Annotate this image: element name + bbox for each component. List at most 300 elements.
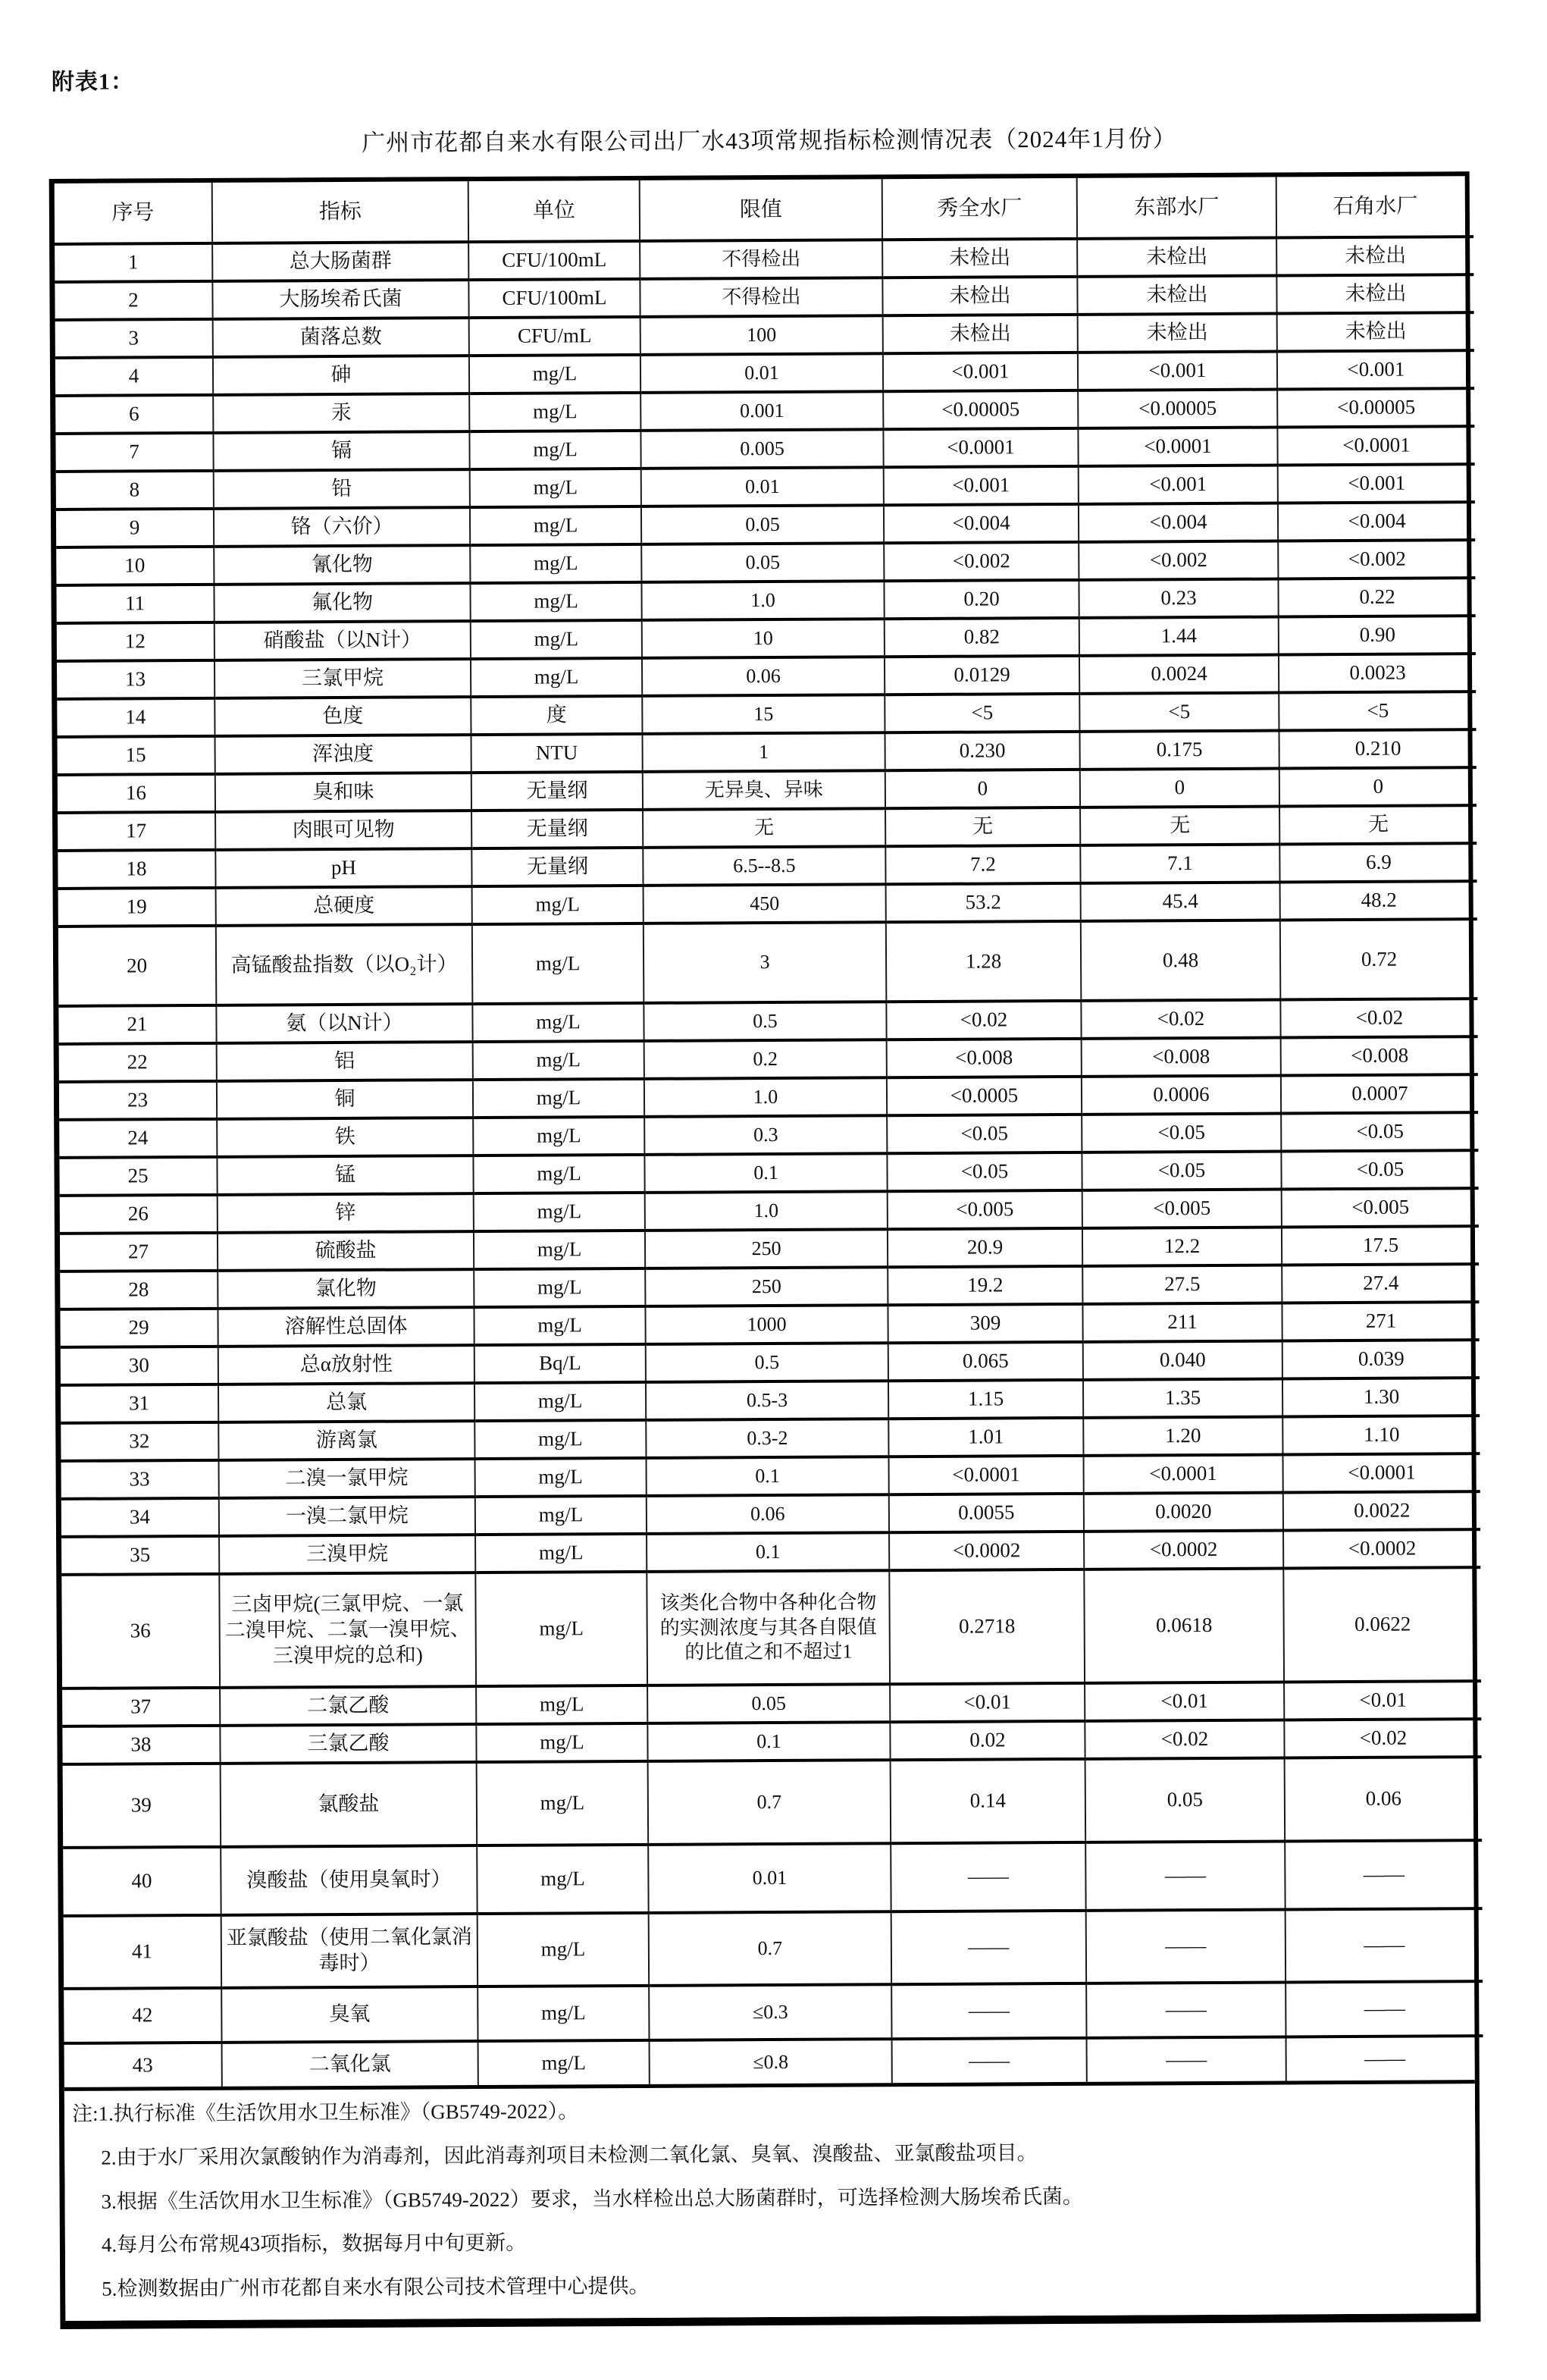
unit-value: mg/L xyxy=(478,1913,649,1986)
indicator-name: 高锰酸盐指数（以O₂计） xyxy=(216,924,473,1005)
indicator-name: pH xyxy=(215,848,471,888)
dongbu-result: <0.0002 xyxy=(1084,1530,1283,1569)
row-number: 27 xyxy=(60,1233,218,1272)
row-number: 6 xyxy=(55,395,213,434)
limit-value: 1.0 xyxy=(644,1077,887,1117)
indicator-name: 二氯乙酸 xyxy=(220,1686,476,1726)
table-row xyxy=(64,1908,1483,1989)
xiuquan-result: 未检出 xyxy=(882,277,1077,315)
dongbu-result: <0.008 xyxy=(1082,1037,1281,1076)
xiuquan-result: <0.001 xyxy=(883,353,1078,391)
dongbu-result: <0.02 xyxy=(1085,1720,1284,1758)
row-number: 12 xyxy=(57,622,215,661)
dongbu-result: —— xyxy=(1087,2037,1286,2081)
unit-value: mg/L xyxy=(470,469,641,507)
xiuquan-result: <0.004 xyxy=(884,504,1079,543)
xiuquan-result: <5 xyxy=(885,694,1079,732)
xiuquan-result: —— xyxy=(891,1842,1085,1911)
xiuquan-result: <0.008 xyxy=(887,1039,1082,1077)
xiuquan-result: 53.2 xyxy=(886,883,1081,922)
limit-value: 0.1 xyxy=(647,1532,889,1572)
dongbu-result: 0.48 xyxy=(1081,920,1281,1001)
unit-value: mg/L xyxy=(474,1193,645,1231)
row-number: 26 xyxy=(60,1195,218,1234)
indicator-name: 氨（以N计） xyxy=(216,1004,472,1043)
xiuquan-result: —— xyxy=(891,1983,1086,2039)
dongbu-result: <0.02 xyxy=(1081,999,1280,1038)
indicator-name: 氯酸盐 xyxy=(221,1762,478,1847)
unit-value: mg/L xyxy=(477,1845,648,1914)
unit-value: mg/L xyxy=(474,1382,646,1421)
shijiao-result: <0.02 xyxy=(1280,999,1477,1037)
shijiao-result: 0.72 xyxy=(1280,919,1478,999)
limit-value: 不得检出 xyxy=(640,240,882,279)
limit-value: 250 xyxy=(645,1229,888,1268)
limit-value: 无 xyxy=(643,808,885,848)
row-number: 24 xyxy=(59,1119,217,1158)
xiuquan-result: 0.2718 xyxy=(889,1569,1085,1684)
xiuquan-result: 0.82 xyxy=(885,618,1079,657)
unit-value: mg/L xyxy=(473,1079,644,1118)
unit-value: mg/L xyxy=(478,1986,649,2041)
xiuquan-result: <0.002 xyxy=(884,542,1079,581)
limit-value: 450 xyxy=(644,884,886,923)
col-header-unit: 单位 xyxy=(468,180,640,242)
unit-value: mg/L xyxy=(475,1458,647,1497)
shijiao-result: —— xyxy=(1286,1908,1483,1982)
col-header-seq: 序号 xyxy=(111,200,155,225)
limit-value: 10 xyxy=(642,619,885,658)
row-number: 29 xyxy=(60,1309,218,1347)
shijiao-result: <0.001 xyxy=(1277,350,1474,389)
limit-value: ≤0.3 xyxy=(649,1984,891,2040)
dongbu-result: 0.0020 xyxy=(1084,1492,1283,1531)
row-number: 31 xyxy=(61,1384,218,1423)
indicator-name: 菌落总数 xyxy=(213,318,469,357)
col-header-xiuquan-plant: 秀全水厂 xyxy=(882,178,1077,240)
xiuquan-result: <0.0001 xyxy=(883,428,1078,467)
shijiao-result: <0.02 xyxy=(1284,1719,1481,1758)
unit-value: mg/L xyxy=(475,1572,647,1686)
shijiao-result: <0.0002 xyxy=(1283,1529,1480,1568)
indicator-name: 总氯 xyxy=(218,1383,474,1422)
shijiao-result: 0.210 xyxy=(1279,729,1476,768)
unit-value: CFU/mL xyxy=(469,317,640,356)
unit-value: mg/L xyxy=(471,658,642,697)
xiuquan-result: <0.01 xyxy=(890,1683,1085,1722)
row-number: 9 xyxy=(56,509,214,547)
indicator-name: 浑浊度 xyxy=(215,735,471,774)
unit-value: mg/L xyxy=(474,1420,646,1459)
limit-value: 0.001 xyxy=(640,391,883,431)
limit-value: 该类化合物中各种化合物的实测浓度与其各自限值的比值之和不超过1 xyxy=(647,1570,890,1685)
xiuquan-result: 未检出 xyxy=(882,239,1077,278)
shijiao-result: 27.4 xyxy=(1282,1264,1479,1303)
unit-value: 无量纲 xyxy=(471,772,643,811)
xiuquan-result: 0.02 xyxy=(890,1721,1085,1760)
xiuquan-result: 1.28 xyxy=(886,921,1082,1002)
dongbu-result: <0.001 xyxy=(1079,466,1278,504)
xiuquan-result: 0.20 xyxy=(884,580,1079,619)
indicator-name: 氰化物 xyxy=(214,545,470,585)
indicator-name: 三溴甲烷 xyxy=(219,1535,475,1574)
col-header-limit: 限值 xyxy=(640,179,882,241)
dongbu-result: —— xyxy=(1085,1841,1285,1910)
limit-value: 0.1 xyxy=(647,1722,890,1761)
row-number: 1 xyxy=(55,243,212,282)
indicator-name: 大肠埃希氏菌 xyxy=(212,280,468,319)
indicator-name: 硫酸盐 xyxy=(218,1231,474,1271)
shijiao-result: 0.0007 xyxy=(1281,1074,1478,1113)
shijiao-result: 0.0023 xyxy=(1279,654,1476,692)
shijiao-result: 17.5 xyxy=(1282,1226,1479,1265)
limit-value: 0.01 xyxy=(640,353,883,393)
col-header-indicator: 指标 xyxy=(212,181,468,243)
shijiao-result: 0 xyxy=(1279,767,1477,806)
row-number: 36 xyxy=(61,1574,220,1689)
dongbu-result: 无 xyxy=(1080,807,1279,845)
unit-value: mg/L xyxy=(470,582,641,621)
note-line: 注:1.执行标准《生活饮用水卫生标准》（GB5749-2022）。 xyxy=(71,2099,579,2125)
col-header-shijiao-plant: 石角水厂 xyxy=(1276,176,1473,237)
shijiao-result: <0.0001 xyxy=(1282,1453,1480,1492)
xiuquan-result: 7.2 xyxy=(885,845,1080,884)
xiuquan-result: 0.230 xyxy=(885,732,1079,770)
shijiao-result: 6.9 xyxy=(1279,843,1477,882)
unit-value: CFU/100mL xyxy=(468,241,640,280)
dongbu-result: <0.05 xyxy=(1082,1151,1281,1190)
dongbu-result: 未检出 xyxy=(1078,314,1277,353)
unit-value: mg/L xyxy=(477,1761,649,1845)
indicator-name: 二溴一氯甲烷 xyxy=(219,1459,475,1498)
shijiao-result: <0.00005 xyxy=(1277,388,1474,427)
shijiao-result: —— xyxy=(1285,1840,1482,1909)
xiuquan-result: <0.005 xyxy=(888,1190,1082,1229)
limit-value: 1000 xyxy=(645,1305,888,1344)
indicator-name: 汞 xyxy=(213,394,469,433)
limit-value: 15 xyxy=(642,695,885,734)
row-number: 43 xyxy=(64,2043,222,2087)
xiuquan-result: —— xyxy=(892,2038,1087,2083)
xiuquan-result: 0.065 xyxy=(888,1342,1083,1381)
indicator-name: 铅 xyxy=(214,469,470,509)
dongbu-result: 0 xyxy=(1080,769,1279,807)
dongbu-result: <0.004 xyxy=(1079,503,1278,542)
row-number: 10 xyxy=(56,547,214,585)
limit-value: 1.0 xyxy=(645,1191,888,1231)
xiuquan-result: <0.0001 xyxy=(888,1456,1083,1494)
shijiao-result: <5 xyxy=(1279,691,1476,730)
shijiao-result: <0.05 xyxy=(1281,1150,1478,1189)
dongbu-result: —— xyxy=(1086,1982,1286,2037)
indicator-name: 游离氯 xyxy=(218,1421,474,1460)
limit-value: 0.5-3 xyxy=(646,1381,888,1420)
indicator-name: 臭氧 xyxy=(221,1986,478,2043)
limit-value: 0.01 xyxy=(641,467,884,506)
indicator-name: 锰 xyxy=(217,1156,473,1195)
note-line: 5.检测数据由广州市花都自来水有限公司技术管理中心提供。 xyxy=(102,2274,650,2300)
shijiao-result: 未检出 xyxy=(1276,274,1473,313)
limit-value: 0.7 xyxy=(648,1760,891,1845)
dongbu-result: <0.05 xyxy=(1082,1113,1281,1152)
dongbu-result: 211 xyxy=(1082,1303,1282,1341)
shijiao-result: <0.005 xyxy=(1282,1188,1479,1227)
limit-value: 0.2 xyxy=(644,1039,887,1079)
xiuquan-result: <0.0002 xyxy=(889,1532,1084,1570)
shijiao-result: <0.004 xyxy=(1278,502,1475,541)
xiuquan-result: <0.00005 xyxy=(883,390,1078,429)
footnotes-section xyxy=(64,2080,1477,2320)
row-number: 32 xyxy=(61,1422,218,1461)
row-number: 40 xyxy=(63,1847,221,1916)
row-number: 42 xyxy=(64,1988,221,2043)
limit-value: 0.01 xyxy=(648,1843,891,1913)
shijiao-result: <0.002 xyxy=(1278,540,1475,579)
table-header-row xyxy=(55,176,1473,244)
unit-value: mg/L xyxy=(473,1041,644,1080)
shijiao-result: 0.039 xyxy=(1282,1340,1480,1378)
unit-value: 无量纲 xyxy=(471,848,643,886)
indicator-name: 溶解性总固体 xyxy=(218,1307,474,1347)
unit-value: mg/L xyxy=(470,544,641,583)
indicator-name: 二氧化氯 xyxy=(222,2041,478,2087)
unit-value: mg/L xyxy=(476,1723,647,1762)
shijiao-result: <0.001 xyxy=(1278,464,1475,503)
limit-value: 无异臭、异味 xyxy=(643,770,885,810)
shijiao-result: 0.06 xyxy=(1285,1757,1483,1841)
limit-value: 0.7 xyxy=(649,1911,891,1986)
indicator-name: 氟化物 xyxy=(214,583,470,622)
row-number: 39 xyxy=(63,1764,221,1848)
dongbu-result: 0.175 xyxy=(1079,731,1279,770)
row-number: 7 xyxy=(55,433,213,472)
limit-value: 1.0 xyxy=(641,581,884,620)
row-number: 17 xyxy=(58,812,215,851)
col-header-dongbu-plant: 东部水厂 xyxy=(1077,177,1276,239)
note-line: 2.由于水厂采用次氯酸钠作为消毒剂，因此消毒剂项目未检测二氧化氯、臭氧、溴酸盐、亚氯酸盐项目。 xyxy=(101,2140,1038,2169)
indicator-name: 臭和味 xyxy=(215,773,471,812)
limit-value: 0.06 xyxy=(647,1494,889,1534)
appendix-label: 附表1： xyxy=(51,69,135,95)
shijiao-result: <0.01 xyxy=(1284,1681,1481,1720)
indicator-name: 锌 xyxy=(218,1193,474,1233)
unit-value: mg/L xyxy=(474,1306,645,1345)
note-line: 3.根据《生活饮用水卫生标准》（GB5749-2022）要求，当水样检出总大肠菌群时，可选择检测大肠埃希氏菌。 xyxy=(101,2184,1083,2213)
xiuquan-result: —— xyxy=(891,1911,1086,1984)
shijiao-result: <0.0001 xyxy=(1277,426,1474,465)
limit-value: 0.3 xyxy=(644,1115,887,1155)
unit-value: mg/L xyxy=(470,506,641,545)
dongbu-result: 0.0618 xyxy=(1084,1568,1284,1682)
xiuquan-result: 19.2 xyxy=(888,1266,1082,1305)
xiuquan-result: 0.0055 xyxy=(889,1494,1084,1532)
dongbu-result: —— xyxy=(1086,1909,1286,1983)
table-row xyxy=(58,919,1478,1006)
unit-value: mg/L xyxy=(472,886,644,924)
indicator-name: 镉 xyxy=(213,431,469,471)
row-number: 8 xyxy=(56,471,214,510)
row-number: 14 xyxy=(57,698,215,737)
unit-value: mg/L xyxy=(473,1117,644,1156)
xiuquan-result: <0.02 xyxy=(886,1001,1081,1039)
xiuquan-result: <0.001 xyxy=(884,466,1079,505)
row-number: 21 xyxy=(58,1005,216,1044)
shijiao-result: 未检出 xyxy=(1277,312,1474,351)
unit-value: mg/L xyxy=(473,1155,644,1193)
dongbu-result: 0.0024 xyxy=(1079,655,1279,694)
unit-value: mg/L xyxy=(471,620,642,659)
row-number: 15 xyxy=(58,736,215,775)
table-row xyxy=(63,1840,1482,1916)
unit-value: mg/L xyxy=(474,1268,645,1307)
unit-value: CFU/100mL xyxy=(468,279,640,318)
row-number: 37 xyxy=(62,1688,220,1726)
shijiao-result: 48.2 xyxy=(1280,881,1477,920)
indicator-name: 三氯甲烷 xyxy=(215,659,471,698)
row-number: 38 xyxy=(62,1726,220,1764)
unit-value: NTU xyxy=(471,734,643,773)
limit-value: 0.05 xyxy=(647,1684,890,1723)
row-number: 19 xyxy=(58,888,216,927)
indicator-name: 砷 xyxy=(213,356,469,395)
unit-value: mg/L xyxy=(474,1231,645,1269)
water-quality-table xyxy=(55,176,1483,2087)
limit-value: 1 xyxy=(643,732,885,772)
row-number: 4 xyxy=(55,357,213,396)
row-number: 25 xyxy=(59,1157,217,1196)
indicator-name: 铜 xyxy=(217,1080,473,1119)
shijiao-result: 0.0622 xyxy=(1283,1567,1481,1682)
limit-value: 0.3-2 xyxy=(646,1419,888,1458)
dongbu-result: 12.2 xyxy=(1082,1227,1282,1265)
row-number: 18 xyxy=(58,850,215,889)
dongbu-result: 0.05 xyxy=(1085,1758,1286,1842)
shijiao-result: 未检出 xyxy=(1276,237,1473,275)
unit-value: Bq/L xyxy=(474,1344,646,1383)
xiuquan-result: 0.14 xyxy=(891,1759,1086,1843)
limit-value: 100 xyxy=(640,315,883,355)
indicator-name: 亚氯酸盐（使用二氧化氯消毒时） xyxy=(221,1914,478,1988)
limit-value: 0.1 xyxy=(644,1153,887,1193)
dongbu-result: <0.0001 xyxy=(1083,1454,1282,1493)
shijiao-result: —— xyxy=(1286,2036,1483,2081)
table-row xyxy=(61,1567,1481,1689)
row-number: 33 xyxy=(61,1460,219,1499)
limit-value: 250 xyxy=(645,1267,888,1306)
dongbu-result: <0.01 xyxy=(1085,1682,1284,1720)
dongbu-result: 未检出 xyxy=(1077,276,1276,315)
xiuquan-result: 20.9 xyxy=(888,1228,1082,1267)
unit-value: mg/L xyxy=(469,355,640,394)
dongbu-result: <0.0001 xyxy=(1078,428,1277,466)
limit-value: 0.5 xyxy=(646,1343,888,1382)
indicator-name: 总硬度 xyxy=(216,886,472,926)
unit-value: 无量纲 xyxy=(471,810,643,848)
xiuquan-result: <0.0005 xyxy=(887,1077,1082,1115)
limit-value: 0.06 xyxy=(642,657,885,696)
shijiao-result: <0.008 xyxy=(1281,1036,1478,1075)
xiuquan-result: 0.0129 xyxy=(885,656,1079,695)
shijiao-result: 0.0022 xyxy=(1283,1491,1480,1530)
xiuquan-result: 无 xyxy=(885,807,1080,846)
dongbu-result: 45.4 xyxy=(1081,883,1280,921)
limit-value: 0.5 xyxy=(644,1002,886,1041)
dongbu-result: 1.35 xyxy=(1083,1378,1282,1417)
row-number: 11 xyxy=(56,585,214,623)
dongbu-result: <0.00005 xyxy=(1078,390,1277,428)
xiuquan-result: 1.01 xyxy=(888,1418,1083,1457)
row-number: 2 xyxy=(55,281,212,320)
unit-value: mg/L xyxy=(475,1496,647,1535)
limit-value: 不得检出 xyxy=(640,278,882,317)
xiuquan-result: 未检出 xyxy=(883,315,1078,353)
indicator-name: 氯化物 xyxy=(218,1269,474,1309)
dongbu-result: 0.23 xyxy=(1079,579,1278,618)
row-number: 22 xyxy=(59,1043,217,1082)
indicator-name: 溴酸盐（使用臭氧时） xyxy=(221,1845,477,1915)
dongbu-result: 7.1 xyxy=(1080,845,1279,883)
xiuquan-result: <0.05 xyxy=(887,1115,1082,1153)
row-number: 23 xyxy=(59,1081,217,1120)
dongbu-result: <0.005 xyxy=(1082,1189,1282,1228)
row-number: 34 xyxy=(61,1498,219,1537)
note-line: 4.每月公布常规43项指标，数据每月中旬更新。 xyxy=(101,2231,527,2256)
indicator-name: 铁 xyxy=(217,1118,473,1157)
xiuquan-result: 1.15 xyxy=(888,1380,1083,1419)
dongbu-result: 1.44 xyxy=(1079,617,1279,656)
indicator-name: 三卤甲烷(三氯甲烷、一氯二溴甲烷、二氯一溴甲烷、三溴甲烷的总和) xyxy=(219,1573,476,1688)
xiuquan-result: 0 xyxy=(885,770,1080,808)
shijiao-result: 271 xyxy=(1282,1302,1479,1341)
unit-value: mg/L xyxy=(469,431,640,469)
dongbu-result: <0.001 xyxy=(1078,352,1277,390)
indicator-name: 肉眼可见物 xyxy=(215,811,471,850)
shijiao-result: 0.90 xyxy=(1279,616,1476,654)
limit-value: 0.05 xyxy=(641,543,884,582)
water-quality-table-container xyxy=(49,171,1481,2329)
indicator-name: 总大肠菌群 xyxy=(212,242,468,281)
indicator-name: 总α放射性 xyxy=(218,1345,474,1384)
unit-value: mg/L xyxy=(475,1534,647,1573)
indicator-name: 硝酸盐（以N计） xyxy=(215,621,471,660)
document-title: 广州市花都自来水有限公司出厂水43项常规指标检测情况表（2024年1月份） xyxy=(362,125,1177,156)
row-number: 13 xyxy=(57,660,215,699)
limit-value: 3 xyxy=(644,922,887,1003)
dongbu-result: <0.002 xyxy=(1079,541,1278,580)
indicator-name: 一溴二氯甲烷 xyxy=(219,1497,475,1536)
row-number: 30 xyxy=(61,1347,218,1385)
row-number: 3 xyxy=(55,319,213,358)
dongbu-result: 未检出 xyxy=(1077,238,1276,277)
row-number: 16 xyxy=(58,774,215,813)
shijiao-result: 0.22 xyxy=(1278,578,1475,616)
indicator-name: 铝 xyxy=(217,1042,473,1081)
shijiao-result: —— xyxy=(1286,1981,1483,2037)
unit-value: mg/L xyxy=(472,923,644,1004)
dongbu-result: 27.5 xyxy=(1082,1265,1282,1303)
limit-value: 6.5--8.5 xyxy=(643,846,885,886)
dongbu-result: 1.20 xyxy=(1083,1416,1282,1455)
unit-value: 度 xyxy=(471,696,642,735)
shijiao-result: <0.05 xyxy=(1281,1112,1478,1151)
indicator-name: 三氯乙酸 xyxy=(220,1724,476,1764)
limit-value: 0.05 xyxy=(641,505,884,544)
row-number: 20 xyxy=(58,926,217,1006)
row-number: 41 xyxy=(64,1915,221,1989)
dongbu-result: <5 xyxy=(1079,693,1279,732)
shijiao-result: 1.30 xyxy=(1282,1378,1480,1416)
limit-value: 0.005 xyxy=(640,429,883,469)
